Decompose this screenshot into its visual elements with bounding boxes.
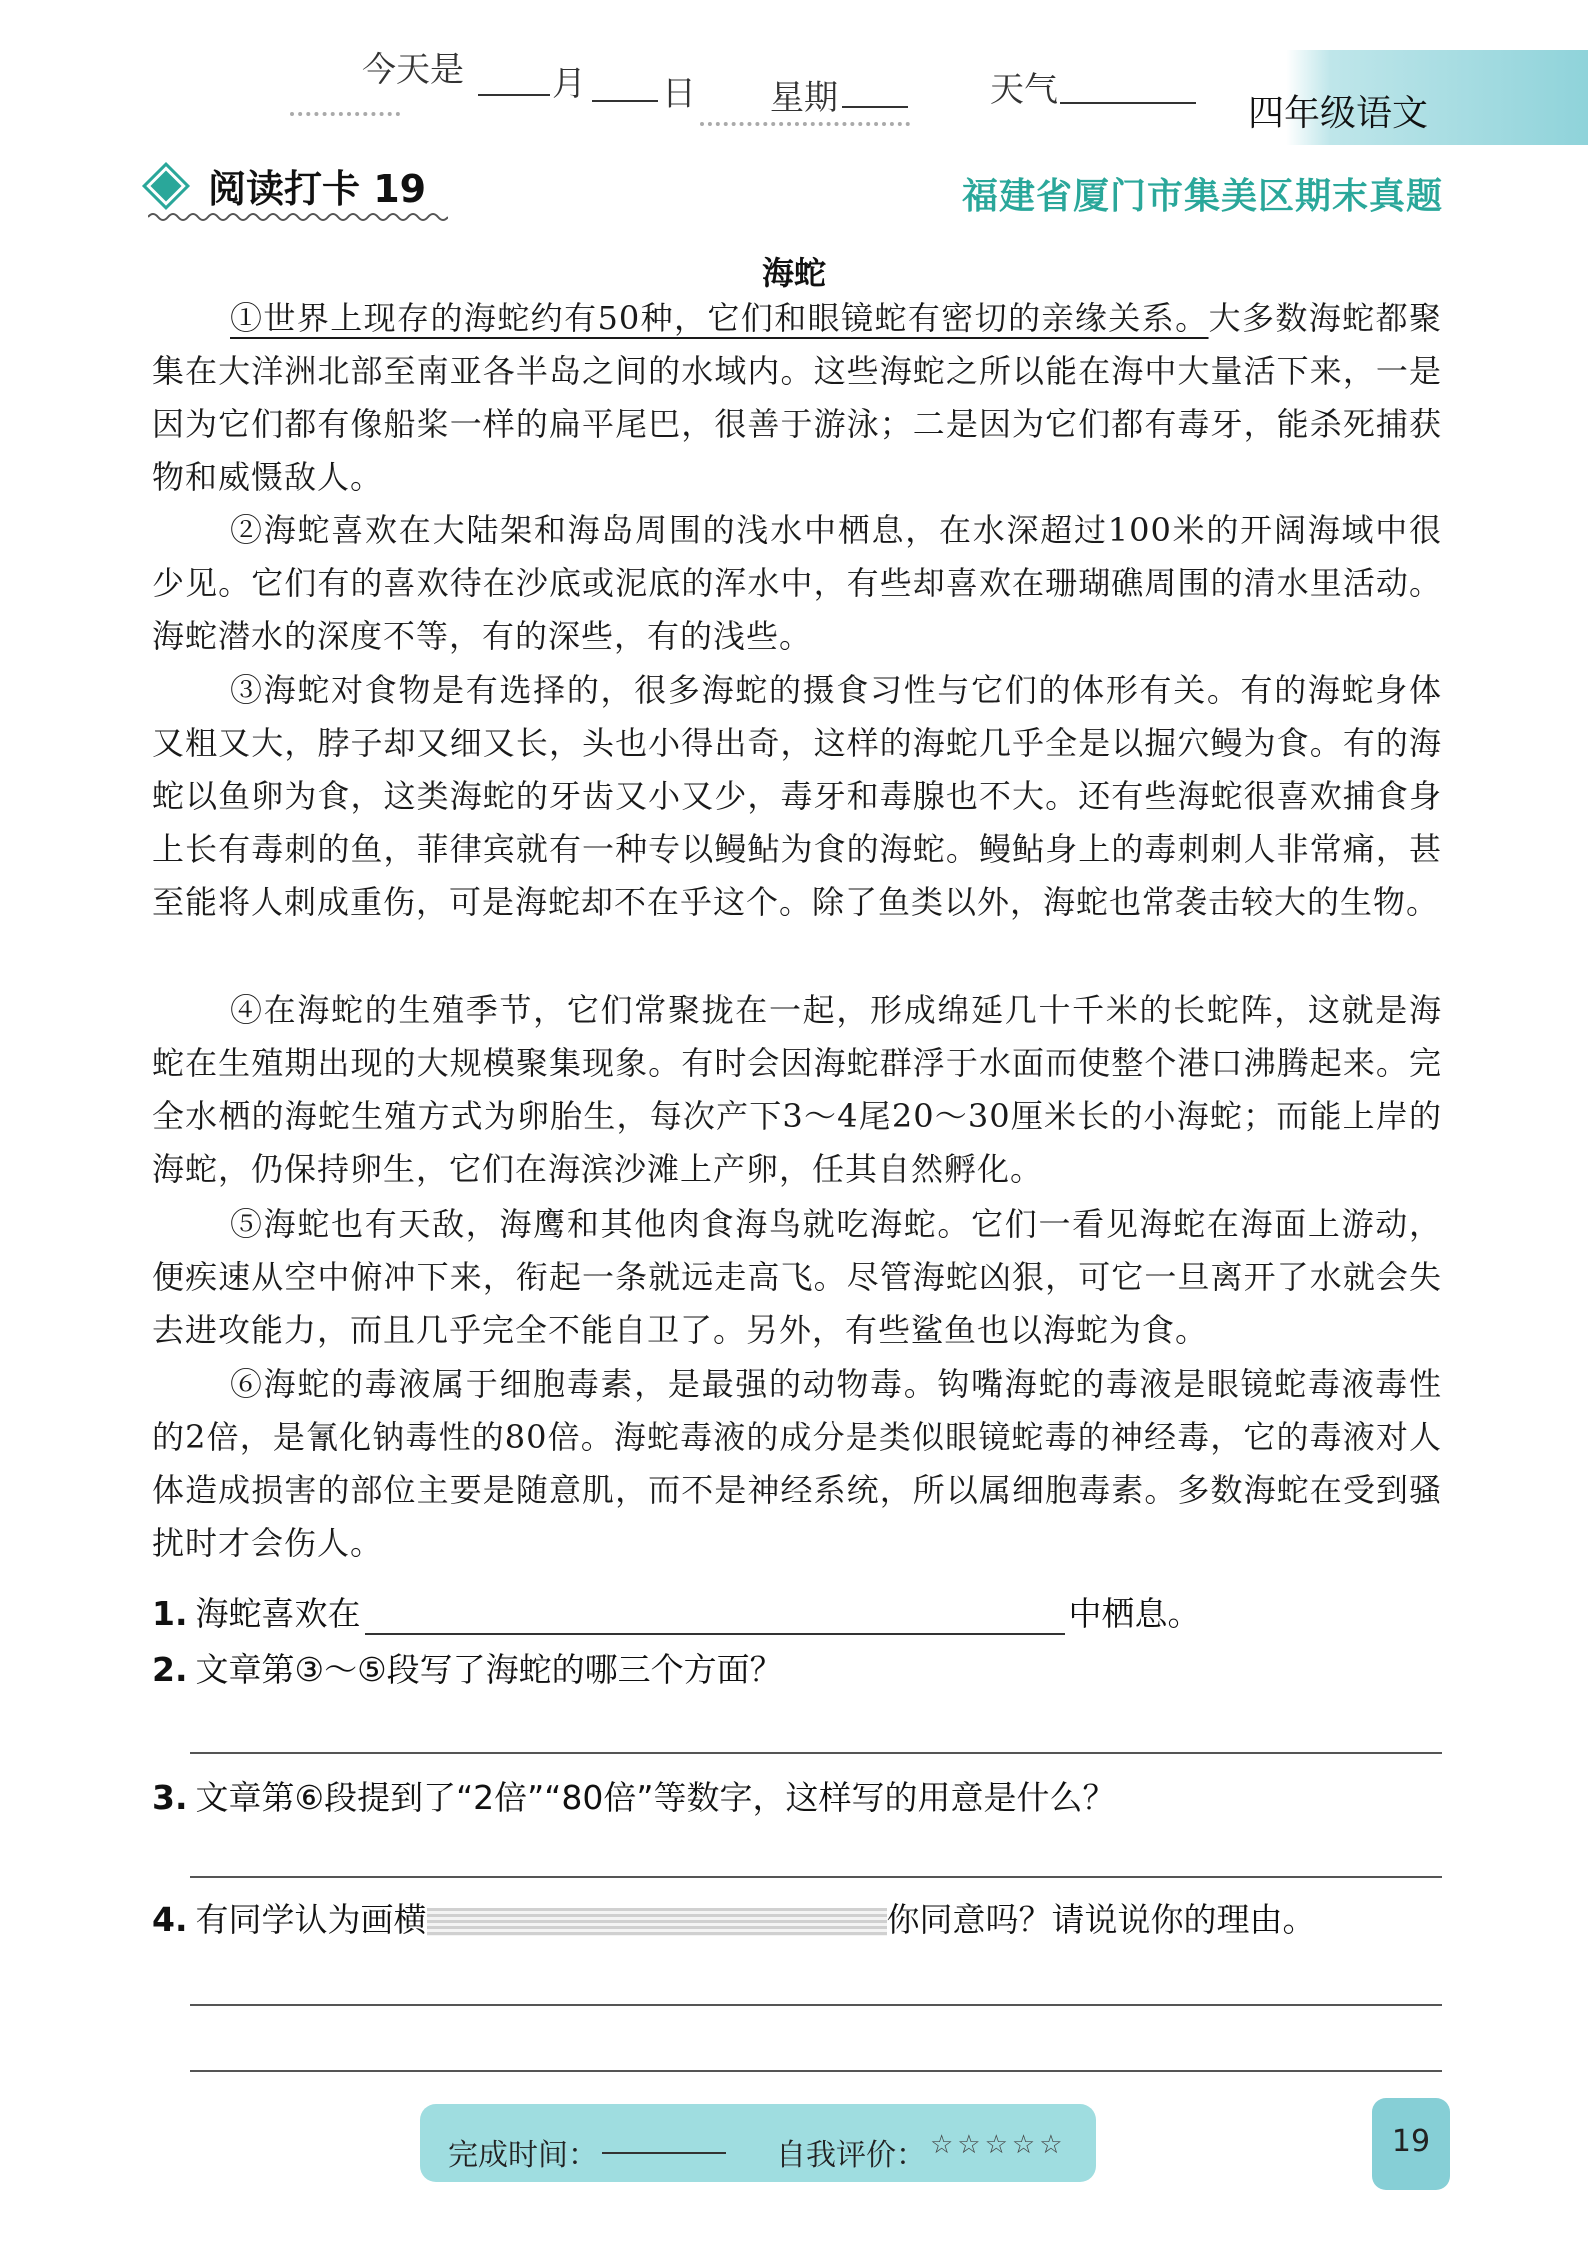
month-blank[interactable] — [478, 94, 550, 96]
weekday-label: 星期 — [770, 78, 838, 118]
completion-time-blank[interactable] — [602, 2152, 726, 2154]
self-rating-label: 自我评价： — [776, 2138, 926, 2173]
day-blank[interactable] — [592, 100, 658, 102]
weather-blank[interactable] — [1060, 102, 1196, 104]
question-4-post: 你同意吗？请说说你的理由。 — [886, 1900, 1316, 1939]
article-title: 海蛇 — [761, 254, 826, 292]
question-4-number: 4. — [152, 1900, 188, 1939]
star-rating-icons[interactable]: ☆☆☆☆☆ — [930, 2130, 1067, 2160]
underlined-sentence: ①世界上现存的海蛇约有50种，它们和眼镜蛇有密切的亲缘关系。 — [230, 299, 1209, 337]
day-label: 日 — [662, 74, 696, 114]
question-3-text: 文章第⑥段提到了“2倍”“80倍”等数字，这样写的用意是什么？ — [195, 1778, 1116, 1817]
question-2-text: 文章第③～⑤段写了海蛇的哪三个方面？ — [195, 1650, 783, 1689]
paragraph-4: ④在海蛇的生殖季节，它们常聚拢在一起，形成绵延几十千米的长蛇阵，这就是海蛇在生殖期出现的大规模聚集现象。有时会因海蛇群浮于水面而使整个港口沸腾起来。完全水栖的海蛇生殖方式为卵胎生，每次产下3～4尾20～30厘米长的小海蛇；而能上岸的海蛇，仍保持卵生，它们在海滨沙滩上产卵，任其自然孵化。 — [152, 991, 1442, 1188]
paragraph-1-rest: 大多数海蛇都聚集在大洋洲北部至南亚各半岛之间的水域内。这些海蛇之所以能在海中大量活下来，一是因为它们都有像船桨一样的扁平尾巴，很善于游泳；二是因为它们都有毒牙，能杀死捕获物和威慑敌人。 — [152, 299, 1442, 496]
paragraph-2: ②海蛇喜欢在大陆架和海岛周围的浅水中栖息，在水深超过100米的开阔海域中很少见。它们有的喜欢待在沙底或泥底的浑水中，有些却喜欢在珊瑚礁周围的清水里活动。海蛇潜水的深度不等，有的深些，有的浅些。 — [152, 511, 1442, 655]
question-2 — [152, 1644, 783, 1691]
question-3 — [152, 1772, 1115, 1819]
paragraph-1 — [152, 292, 1442, 504]
answer-line[interactable] — [190, 1752, 1442, 1754]
question-4-pre: 有同学认为画横 — [195, 1900, 427, 1939]
weekday-blank[interactable] — [842, 106, 908, 108]
weather-label: 天气 — [990, 70, 1058, 110]
paragraph-3: ③海蛇对食物是有选择的，很多海蛇的摄食习性与它们的体形有关。有的海蛇身体又粗又大，脖子却又细又长，头也小得出奇，这样的海蛇几乎全是以掘穴鳗为食。有的海蛇以鱼卵为食，这类海蛇的牙齿又小又少，毒牙和毒腺也不大。还有些海蛇很喜欢捕食身上长有毒刺的鱼，菲律宾就有一种专以鳗鲇为食的海蛇。鳗鲇身上的毒刺刺人非常痛，甚至能将人刺成重伤，可是海蛇却不在乎这个。除了鱼类以外，海蛇也常袭击较大的生物。 — [152, 671, 1442, 921]
question-1-pre: 海蛇喜欢在 — [195, 1594, 361, 1633]
month-label: 月 — [552, 64, 586, 104]
wave-underline — [148, 210, 448, 224]
section-title: 阅读打卡 19 — [208, 167, 427, 211]
page-number: 19 — [1391, 2124, 1431, 2159]
answer-line[interactable] — [190, 2004, 1442, 2006]
question-3-number: 3. — [152, 1778, 188, 1817]
answer-line[interactable] — [190, 2070, 1442, 2072]
completion-time-label: 完成时间： — [448, 2138, 598, 2173]
exam-source: 福建省厦门市集美区期末真题 — [962, 176, 1444, 217]
question-4 — [152, 1894, 1316, 1941]
question-1-post: 中栖息。 — [1068, 1594, 1201, 1633]
question-1-number: 1. — [152, 1594, 188, 1633]
decorative-dots — [290, 108, 400, 116]
decorative-dots — [700, 118, 910, 126]
today-label: 今天是 — [362, 50, 464, 90]
redacted-region — [427, 1908, 887, 1936]
grade-subject: 四年级语文 — [1248, 93, 1429, 134]
question-1-blank[interactable] — [365, 1605, 1065, 1635]
paragraph-5: ⑤海蛇也有天敌，海鹰和其他肉食海鸟就吃海蛇。它们一看见海蛇在海面上游动，便疾速从空中俯冲下来，衔起一条就远走高飞。尽管海蛇凶狠，可它一旦离开了水就会失去进攻能力，而且几乎完全不能自卫了。另外，有些鲨鱼也以海蛇为食。 — [152, 1205, 1442, 1349]
question-1 — [152, 1588, 1201, 1635]
diamond-icon — [146, 166, 186, 206]
answer-line[interactable] — [190, 1876, 1442, 1878]
question-2-number: 2. — [152, 1650, 188, 1689]
paragraph-6: ⑥海蛇的毒液属于细胞毒素，是最强的动物毒。钩嘴海蛇的毒液是眼镜蛇毒液毒性的2倍，是氰化钠毒性的80倍。海蛇毒液的成分是类似眼镜蛇毒的神经毒，它的毒液对人体造成损害的部位主要是随意肌，而不是神经系统，所以属细胞毒素。多数海蛇在受到骚扰时才会伤人。 — [152, 1365, 1442, 1562]
